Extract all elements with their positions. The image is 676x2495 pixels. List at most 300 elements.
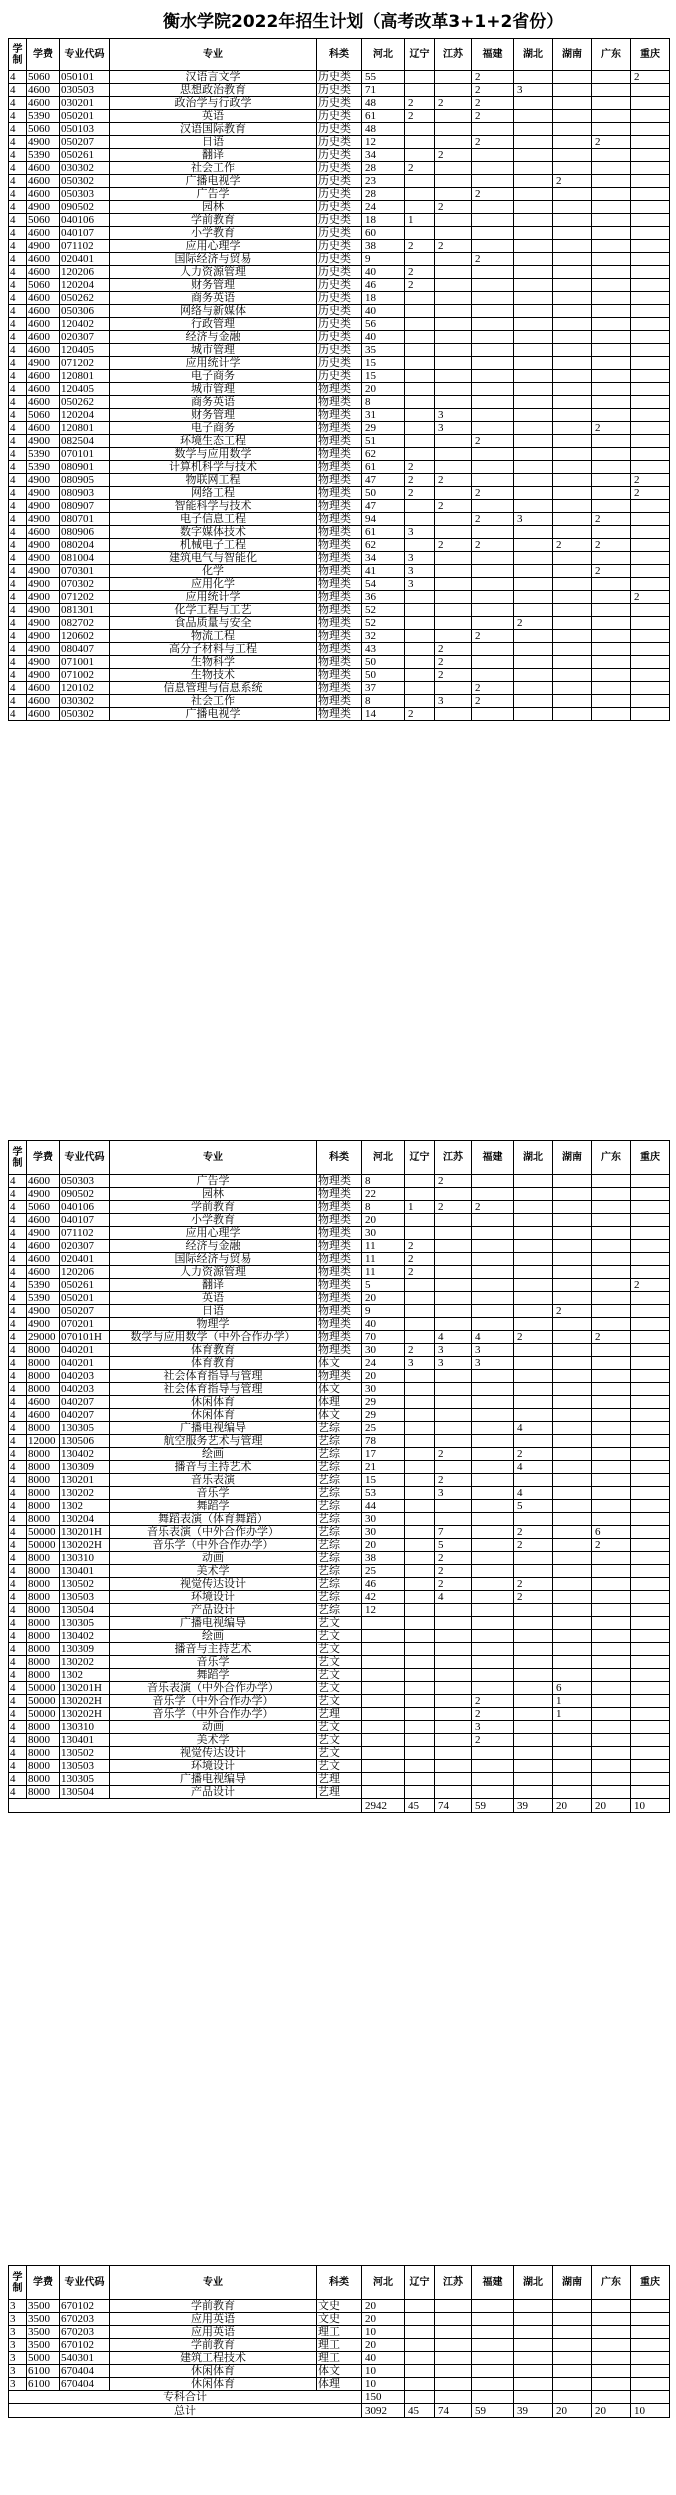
fee-cell: 4600: [27, 84, 60, 97]
major-cell: 航空服务艺术与管理: [110, 1435, 317, 1448]
hubei-cell: [514, 1708, 553, 1721]
liaoning-cell: [405, 1760, 435, 1773]
subtotal-empty: [405, 2391, 435, 2404]
code-cell: 130310: [60, 1721, 110, 1734]
table-row: [9, 123, 670, 136]
subject-cell: 艺文: [317, 1721, 362, 1734]
hubei-cell: [514, 1773, 553, 1786]
header-row: [9, 2266, 670, 2300]
fujian-cell: 2: [472, 1734, 514, 1747]
chongqing-cell: [631, 1604, 670, 1617]
hunan-cell: [553, 1617, 592, 1630]
liaoning-cell: [405, 1695, 435, 1708]
subject-cell: 历史类: [317, 149, 362, 162]
chongqing-cell: [631, 331, 670, 344]
major-cell: 音乐学: [110, 1487, 317, 1500]
hunan-cell: [553, 1331, 592, 1344]
subject-cell: 体理: [317, 2378, 362, 2391]
subject-cell: 艺综: [317, 1448, 362, 1461]
table-row: [9, 604, 670, 617]
guangdong-cell: [592, 643, 631, 656]
guangdong-cell: [592, 331, 631, 344]
hunan-cell: [553, 1279, 592, 1292]
hunan-cell: [553, 2365, 592, 2378]
fujian-cell: 3: [472, 1357, 514, 1370]
major-cell: 财务管理: [110, 409, 317, 422]
liaoning-cell: 3: [405, 526, 435, 539]
guangdong-cell: 2: [592, 539, 631, 552]
hubei-cell: [514, 1721, 553, 1734]
fee-cell: 4600: [27, 188, 60, 201]
liaoning-cell: [405, 500, 435, 513]
total-row-label: [9, 1799, 362, 1813]
subject-cell: 艺综: [317, 1474, 362, 1487]
chongqing-cell: [631, 1344, 670, 1357]
header-code: 专业代码: [60, 39, 110, 71]
table-row: [9, 578, 670, 591]
table-row: [9, 240, 670, 253]
code-cell: 130201H: [60, 1526, 110, 1539]
jiangsu-cell: [435, 331, 472, 344]
xuezhi-cell: 4: [9, 266, 27, 279]
guangdong-cell: [592, 1734, 631, 1747]
xuezhi-cell: 3: [9, 2326, 27, 2339]
header-fee: 学费: [27, 1141, 60, 1175]
subject-cell: 物理类: [317, 1266, 362, 1279]
table-row: [9, 2339, 670, 2352]
chongqing-cell: [631, 2352, 670, 2365]
chongqing-cell: [631, 1513, 670, 1526]
hunan-cell: [553, 357, 592, 370]
fee-cell: 8000: [27, 1656, 60, 1669]
table-row: [9, 500, 670, 513]
fujian-cell: [472, 1188, 514, 1201]
guangdong-cell: [592, 1461, 631, 1474]
major-cell: 化学工程与工艺: [110, 604, 317, 617]
hubei-cell: [514, 1201, 553, 1214]
xuezhi-cell: 4: [9, 1422, 27, 1435]
chongqing-cell: [631, 1773, 670, 1786]
liaoning-cell: [405, 1370, 435, 1383]
subject-cell: 艺综: [317, 1500, 362, 1513]
hunan-cell: [553, 266, 592, 279]
xuezhi-cell: 4: [9, 292, 27, 305]
xuezhi-cell: 4: [9, 1526, 27, 1539]
major-cell: 视觉传达设计: [110, 1747, 317, 1760]
hebei-cell: [362, 1734, 405, 1747]
jiangsu-cell: [435, 1630, 472, 1643]
hunan-cell: 1: [553, 1695, 592, 1708]
major-cell: 翻译: [110, 1279, 317, 1292]
jiangsu-cell: [435, 1383, 472, 1396]
fee-cell: 4600: [27, 383, 60, 396]
hunan-cell: [553, 695, 592, 708]
hubei-cell: [514, 1760, 553, 1773]
code-cell: 070201: [60, 1318, 110, 1331]
hubei-cell: [514, 461, 553, 474]
hebei-cell: 50: [362, 656, 405, 669]
liaoning-cell: [405, 123, 435, 136]
chongqing-cell: [631, 1760, 670, 1773]
subject-cell: 历史类: [317, 266, 362, 279]
subject-cell: 艺综: [317, 1526, 362, 1539]
liaoning-cell: [405, 1721, 435, 1734]
hebei-cell: 30: [362, 1344, 405, 1357]
table-row: [9, 2378, 670, 2391]
fujian-cell: [472, 292, 514, 305]
liaoning-cell: [405, 331, 435, 344]
hunan-cell: [553, 110, 592, 123]
table-row: [9, 487, 670, 500]
hebei-cell: 55: [362, 71, 405, 84]
hunan-cell: [553, 630, 592, 643]
header-province: 广东: [592, 1141, 631, 1175]
major-cell: 绘画: [110, 1630, 317, 1643]
subject-cell: 物理类: [317, 396, 362, 409]
xuezhi-cell: 4: [9, 71, 27, 84]
table-row: [9, 1565, 670, 1578]
major-cell: 音乐表演（中外合作办学）: [110, 1526, 317, 1539]
fee-cell: 4900: [27, 487, 60, 500]
hubei-cell: [514, 240, 553, 253]
hubei-cell: [514, 1292, 553, 1305]
major-cell: 经济与金融: [110, 1240, 317, 1253]
fujian-cell: [472, 1292, 514, 1305]
hunan-cell: [553, 188, 592, 201]
hubei-cell: [514, 1474, 553, 1487]
hubei-cell: [514, 630, 553, 643]
chongqing-cell: [631, 1383, 670, 1396]
fujian-cell: [472, 1630, 514, 1643]
subtotal-empty: [631, 2391, 670, 2404]
hubei-cell: [514, 383, 553, 396]
table-row: [9, 1409, 670, 1422]
jiangsu-cell: 2: [435, 240, 472, 253]
major-cell: 行政管理: [110, 318, 317, 331]
hubei-cell: [514, 175, 553, 188]
hunan-cell: [553, 370, 592, 383]
fee-cell: 4600: [27, 1409, 60, 1422]
subtotal-label: 专科合计: [9, 2391, 362, 2404]
fujian-cell: 2: [472, 1201, 514, 1214]
total-row-value: 74: [435, 1799, 472, 1813]
guangdong-cell: [592, 1201, 631, 1214]
hebei-cell: 40: [362, 266, 405, 279]
fujian-cell: [472, 1656, 514, 1669]
jiangsu-cell: [435, 1305, 472, 1318]
xuezhi-cell: 4: [9, 240, 27, 253]
liaoning-cell: [405, 84, 435, 97]
code-cell: 030503: [60, 84, 110, 97]
fujian-cell: [472, 1786, 514, 1799]
hebei-cell: 20: [362, 2339, 405, 2352]
jiangsu-cell: [435, 708, 472, 721]
header-province: 重庆: [631, 1141, 670, 1175]
major-cell: 小学教育: [110, 1214, 317, 1227]
code-cell: 071002: [60, 669, 110, 682]
hubei-cell: [514, 1318, 553, 1331]
fee-cell: 4900: [27, 604, 60, 617]
code-cell: 670102: [60, 2339, 110, 2352]
major-cell: 播音与主持艺术: [110, 1461, 317, 1474]
guangdong-cell: [592, 1643, 631, 1656]
major-cell: 英语: [110, 110, 317, 123]
chongqing-cell: [631, 1539, 670, 1552]
fee-cell: 4600: [27, 1253, 60, 1266]
chongqing-cell: [631, 1409, 670, 1422]
guangdong-cell: [592, 1383, 631, 1396]
grand-total-row-value: 10: [631, 2404, 670, 2418]
code-cell: 130202H: [60, 1695, 110, 1708]
hebei-cell: 53: [362, 1487, 405, 1500]
guangdong-cell: [592, 1513, 631, 1526]
liaoning-cell: [405, 305, 435, 318]
hubei-cell: [514, 123, 553, 136]
code-cell: 120102: [60, 682, 110, 695]
hunan-cell: [553, 136, 592, 149]
chongqing-cell: [631, 604, 670, 617]
hubei-cell: 4: [514, 1461, 553, 1474]
guangdong-cell: [592, 71, 631, 84]
fujian-cell: [472, 331, 514, 344]
hunan-cell: [553, 1292, 592, 1305]
hebei-cell: 78: [362, 1435, 405, 1448]
jiangsu-cell: [435, 188, 472, 201]
liaoning-cell: [405, 1669, 435, 1682]
xuezhi-cell: 4: [9, 474, 27, 487]
guangdong-cell: [592, 110, 631, 123]
fee-cell: 8000: [27, 1617, 60, 1630]
fujian-cell: [472, 1591, 514, 1604]
xuezhi-cell: 4: [9, 175, 27, 188]
table-row: [9, 1422, 670, 1435]
code-cell: 040201: [60, 1357, 110, 1370]
chongqing-cell: [631, 1201, 670, 1214]
chongqing-cell: [631, 1721, 670, 1734]
hunan-cell: [553, 2313, 592, 2326]
hunan-cell: [553, 1526, 592, 1539]
liaoning-cell: [405, 409, 435, 422]
xuezhi-cell: 4: [9, 1435, 27, 1448]
fujian-cell: [472, 1500, 514, 1513]
hunan-cell: [553, 396, 592, 409]
xuezhi-cell: 4: [9, 708, 27, 721]
fee-cell: 4600: [27, 292, 60, 305]
hebei-cell: 20: [362, 1370, 405, 1383]
xuezhi-cell: 4: [9, 1253, 27, 1266]
table-row: [9, 1591, 670, 1604]
subject-cell: 物理类: [317, 513, 362, 526]
fee-cell: 4600: [27, 682, 60, 695]
xuezhi-cell: 4: [9, 422, 27, 435]
hunan-cell: [553, 279, 592, 292]
grand-total-row: [9, 2404, 670, 2418]
table-row: [9, 396, 670, 409]
jiangsu-cell: [435, 1253, 472, 1266]
fee-cell: 6100: [27, 2365, 60, 2378]
subject-cell: 物理类: [317, 1201, 362, 1214]
fujian-cell: 2: [472, 110, 514, 123]
fujian-cell: 2: [472, 71, 514, 84]
subject-cell: 历史类: [317, 136, 362, 149]
subject-cell: 历史类: [317, 162, 362, 175]
liaoning-cell: [405, 669, 435, 682]
hunan-cell: [553, 123, 592, 136]
jiangsu-cell: 4: [435, 1591, 472, 1604]
hunan-cell: 2: [553, 539, 592, 552]
hubei-cell: [514, 1695, 553, 1708]
liaoning-cell: [405, 2326, 435, 2339]
hubei-cell: [514, 1656, 553, 1669]
hubei-cell: [514, 162, 553, 175]
enrollment-table-3: [8, 2265, 670, 2418]
hunan-cell: [553, 669, 592, 682]
fujian-cell: 3: [472, 1721, 514, 1734]
table-row: [9, 1578, 670, 1591]
header-fee: 学费: [27, 2266, 60, 2300]
table-row: [9, 643, 670, 656]
chongqing-cell: [631, 669, 670, 682]
hubei-cell: [514, 1344, 553, 1357]
liaoning-cell: [405, 1383, 435, 1396]
major-cell: 政治学与行政学: [110, 97, 317, 110]
table-row: [9, 2326, 670, 2339]
table-row: [9, 201, 670, 214]
hunan-cell: [553, 1383, 592, 1396]
jiangsu-cell: [435, 591, 472, 604]
fee-cell: 5060: [27, 279, 60, 292]
hubei-cell: 3: [514, 513, 553, 526]
hunan-cell: [553, 227, 592, 240]
code-cell: 120204: [60, 409, 110, 422]
hubei-cell: [514, 1253, 553, 1266]
major-cell: 学前教育: [110, 1201, 317, 1214]
fujian-cell: [472, 526, 514, 539]
fujian-cell: [472, 240, 514, 253]
xuezhi-cell: 4: [9, 97, 27, 110]
header-province: 福建: [472, 1141, 514, 1175]
hunan-cell: [553, 643, 592, 656]
hunan-cell: [553, 253, 592, 266]
subject-cell: 物理类: [317, 1344, 362, 1357]
hubei-cell: [514, 1227, 553, 1240]
major-cell: 物联网工程: [110, 474, 317, 487]
hubei-cell: 4: [514, 1422, 553, 1435]
header-province: 福建: [472, 39, 514, 71]
jiangsu-cell: [435, 1370, 472, 1383]
code-cell: 120801: [60, 422, 110, 435]
table-row: [9, 1383, 670, 1396]
major-cell: 社会工作: [110, 695, 317, 708]
jiangsu-cell: [435, 1500, 472, 1513]
subject-cell: 物理类: [317, 708, 362, 721]
hubei-cell: [514, 279, 553, 292]
code-cell: 071202: [60, 357, 110, 370]
hebei-cell: 30: [362, 1526, 405, 1539]
subject-cell: 理工: [317, 2352, 362, 2365]
fee-cell: 4900: [27, 578, 60, 591]
hebei-cell: 30: [362, 1227, 405, 1240]
hunan-cell: [553, 71, 592, 84]
chongqing-cell: [631, 240, 670, 253]
fee-cell: 4600: [27, 1175, 60, 1188]
hebei-cell: 8: [362, 1201, 405, 1214]
xuezhi-cell: 4: [9, 1773, 27, 1786]
chongqing-cell: 2: [631, 474, 670, 487]
liaoning-cell: [405, 1500, 435, 1513]
hebei-cell: 40: [362, 331, 405, 344]
guangdong-cell: [592, 669, 631, 682]
table-row: [9, 409, 670, 422]
major-cell: 广告学: [110, 1175, 317, 1188]
header-row: [9, 39, 670, 71]
chongqing-cell: [631, 2313, 670, 2326]
hunan-cell: [553, 1396, 592, 1409]
hubei-cell: [514, 344, 553, 357]
hubei-cell: [514, 1643, 553, 1656]
table-row: [9, 292, 670, 305]
code-cell: 080204: [60, 539, 110, 552]
hunan-cell: [553, 2300, 592, 2313]
xuezhi-cell: 4: [9, 1305, 27, 1318]
code-cell: 080901: [60, 461, 110, 474]
jiangsu-cell: 2: [435, 149, 472, 162]
hunan-cell: [553, 526, 592, 539]
code-cell: 050207: [60, 136, 110, 149]
fee-cell: 4900: [27, 435, 60, 448]
chongqing-cell: [631, 2378, 670, 2391]
fujian-cell: [472, 669, 514, 682]
major-cell: 应用化学: [110, 578, 317, 591]
header-province: 辽宁: [405, 2266, 435, 2300]
jiangsu-cell: [435, 1721, 472, 1734]
subject-cell: 物理类: [317, 643, 362, 656]
chongqing-cell: [631, 1214, 670, 1227]
chongqing-cell: [631, 1318, 670, 1331]
guangdong-cell: [592, 2352, 631, 2365]
hubei-cell: 2: [514, 1526, 553, 1539]
jiangsu-cell: [435, 292, 472, 305]
chongqing-cell: [631, 1227, 670, 1240]
jiangsu-cell: [435, 682, 472, 695]
major-cell: 思想政治教育: [110, 84, 317, 97]
major-cell: 动画: [110, 1552, 317, 1565]
subject-cell: 历史类: [317, 175, 362, 188]
liaoning-cell: [405, 1526, 435, 1539]
code-cell: 130401: [60, 1734, 110, 1747]
fee-cell: 4900: [27, 500, 60, 513]
xuezhi-cell: 4: [9, 1188, 27, 1201]
chongqing-cell: [631, 1331, 670, 1344]
hunan-cell: [553, 1266, 592, 1279]
fee-cell: 4600: [27, 97, 60, 110]
fujian-cell: [472, 1487, 514, 1500]
table-row: [9, 71, 670, 84]
fujian-cell: [472, 1214, 514, 1227]
jiangsu-cell: [435, 1643, 472, 1656]
chongqing-cell: [631, 1292, 670, 1305]
guangdong-cell: [592, 2365, 631, 2378]
hubei-cell: 2: [514, 1591, 553, 1604]
xuezhi-cell: 4: [9, 1747, 27, 1760]
table-row: [9, 162, 670, 175]
chongqing-cell: [631, 84, 670, 97]
hunan-cell: [553, 1448, 592, 1461]
chongqing-cell: [631, 526, 670, 539]
jiangsu-cell: [435, 110, 472, 123]
fujian-cell: [472, 1318, 514, 1331]
liaoning-cell: [405, 1604, 435, 1617]
